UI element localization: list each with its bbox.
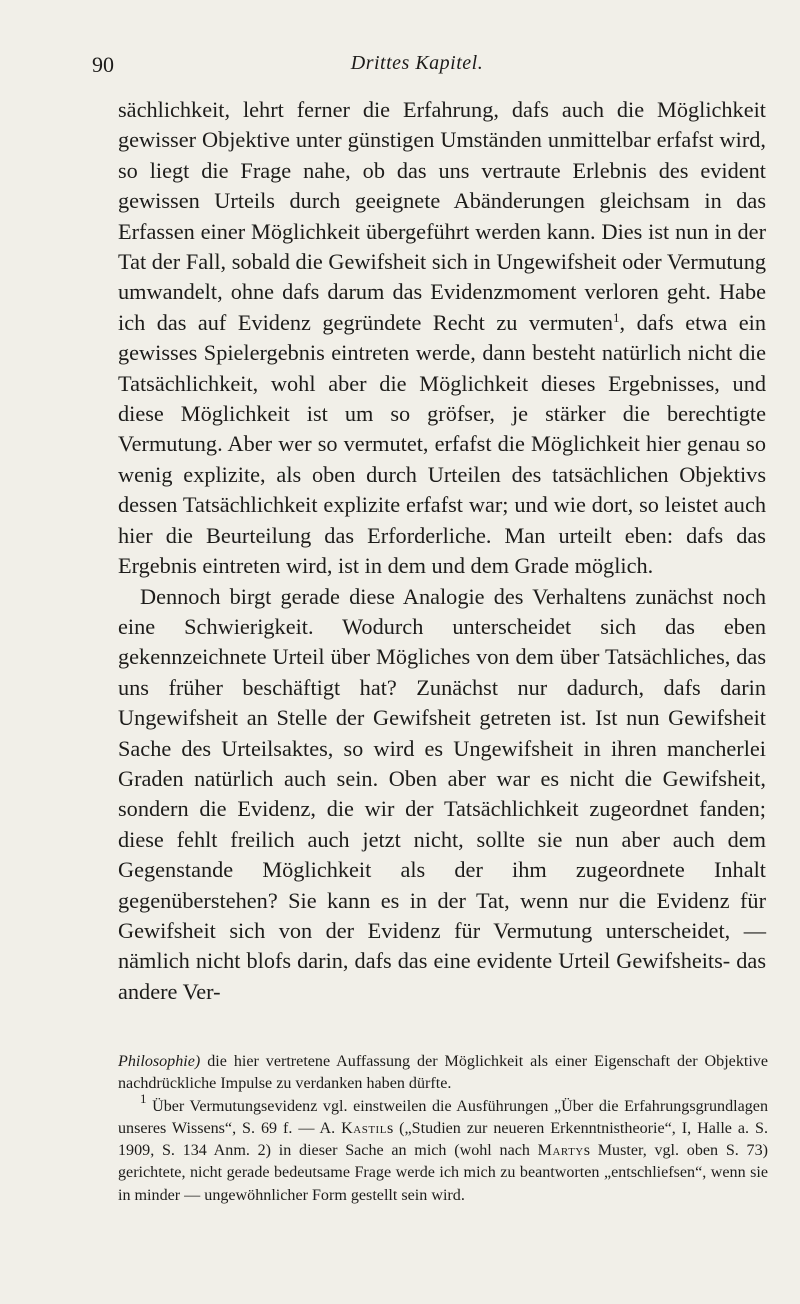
footnotes [118, 1051, 768, 1207]
author-name: Kastil [341, 1119, 387, 1137]
footnote-reference: 1 [613, 309, 620, 325]
footnote-continuation [118, 1051, 768, 1096]
footnote-italic-word: Philosophie) [118, 1053, 201, 1070]
paragraph: Dennoch birgt gerade diese Analogie des Verhaltens zunächst noch eine Schwierigkeit. Wodurch unterscheidet sich das eben gekennzeichnete Urteil über Mögliches von dem über Tatsächliches, das uns früher beschäftigt hat? Zunächst nur dadurch, dafs darin Ungewifsheit an Stelle der Gewifsheit getreten ist. Ist nun Gewifsheit Sache des Urteilsaktes, so wird es Ungewifsheit in ihren mancherlei Graden natürlich auch sein. Oben aber war es nicht die Gewifsheit, sondern die Evidenz, die wir der Tatsächlichkeit zugeordnet fanden; diese fehlt freilich auch jetzt nicht, sollte sie nun aber auch dem Gegenstande Möglichkeit als der ihm zugeordnete Inhalt gegenüberstehen? Sie kann es in der Tat, wenn nur die Evidenz für Gewifsheit sich von der Evidenz für Vermutung unterscheidet, — nämlich nicht blofs darin, dafs das eine evidente Urteil Gewifsheits- das andere Ver- [118, 583, 766, 1004]
footnote-text: die hier vertretene Auffassung der Möglichkeit als einer Eigenschaft der Objektive nachdrückliche Impulse zu verdanken haben dürfte. [118, 1053, 768, 1093]
paragraph [118, 95, 766, 582]
page-number: 90 [92, 52, 114, 77]
author-name: Marty [537, 1142, 584, 1160]
footnote [118, 1090, 768, 1207]
page-header [92, 52, 742, 82]
paragraph-text: , dafs etwa ein gewisses Spielergebnis eintreten werde, dann besteht natürlich nicht die Tatsächlichkeit, wohl aber die Möglichkeit dieses Ergebnisses, und diese Möglichkeit ist um so gröfser, je stärker die berechtigte Vermutung. Aber wer so vermutet, erfafst die Möglichkeit hier genau so wenig explizite, als oben durch Urteilen des tatsächlichen Objektivs dessen Tatsächlichkeit explizite erfafst war; und wie dort, so leistet auch hier die Beurteilung das Erforderliche. Man urteilt eben: dafs das Ergebnis eintreten wird, ist in dem und dem Grade möglich. [118, 309, 766, 579]
main-text [118, 95, 766, 1007]
footnote-text: s („Studien zur neueren Erkenntnistheorie“, I, Halle a. S. 1909, S. 134 Anm. 2) in dieser Sache an mich (wohl nach [118, 1119, 768, 1160]
footnote-text: Über Vermutungsevidenz vgl. einstweilen die Ausführungen „Über die Erfahrungsgrundlagen unseres Wissens“, S. 69 f. — A. [118, 1097, 768, 1137]
footnote-marker: 1 [140, 1090, 147, 1106]
footnote-text: s Muster, vgl. oben S. 73) gerichtete, nicht gerade bedeutsame Frage werde ich mich zu beantworten „entschliefsen“, wenn sie in minder — ungewöhnlicher Form gestellt sein wird. [118, 1142, 768, 1204]
paragraph-text: sächlichkeit, lehrt ferner die Erfahrung, dafs auch die Möglichkeit gewisser Objektive unter günstigen Umständen unmittelbar erfafst wird, so liegt die Frage nahe, ob das uns vertraute Erlebnis des evident gewissen Urteils durch geeignete Abänderungen gleichsam in das Erfassen einer Möglichkeit übergeführt werden kann. Dies ist nun in der Tat der Fall, sobald die Gewifsheit sich in Ungewifsheit oder Vermutung umwandelt, ohne dafs darum das Evidenzmoment verloren geht. Habe ich das auf Evidenz gegründete Recht zu vermuten [118, 97, 766, 335]
running-head: Drittes Kapitel. [350, 52, 484, 74]
